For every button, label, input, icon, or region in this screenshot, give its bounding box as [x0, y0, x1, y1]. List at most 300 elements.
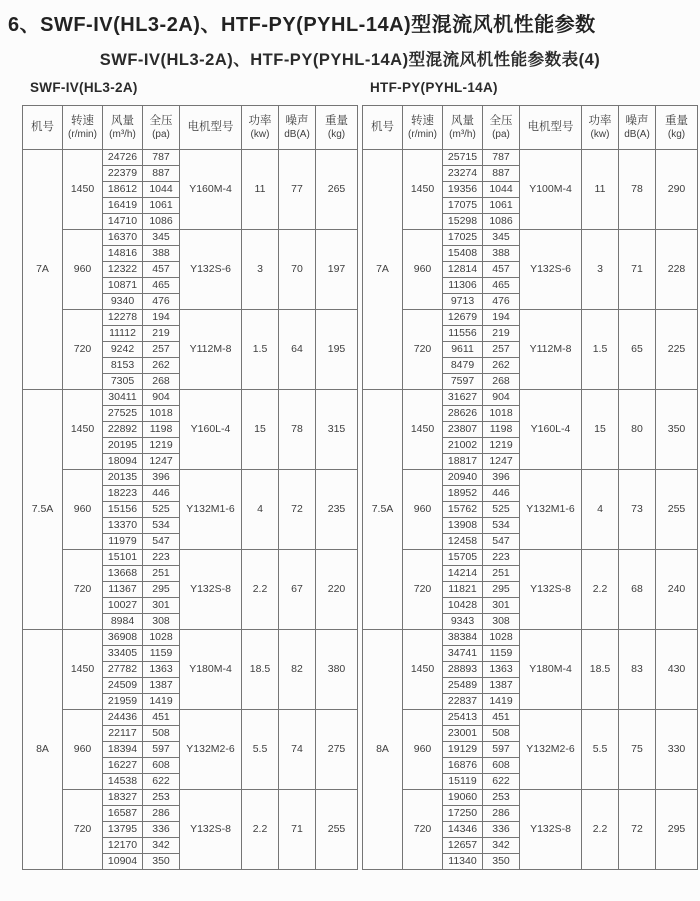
col-header-power: 功率 (kw) [582, 106, 619, 150]
airflow-cell: 9343 [443, 614, 483, 630]
motor-cell: Y132M1-6 [180, 470, 242, 550]
power-cell: 2.2 [242, 790, 279, 870]
airflow-cell: 19356 [443, 182, 483, 198]
pressure-cell: 1018 [143, 406, 180, 422]
model-cell: 8A [23, 630, 63, 870]
fan-performance-table-swf [22, 105, 358, 870]
weight-cell: 240 [656, 550, 698, 630]
power-cell: 5.5 [242, 710, 279, 790]
pressure-cell: 262 [143, 358, 180, 374]
weight-cell: 220 [316, 550, 358, 630]
airflow-cell: 25715 [443, 150, 483, 166]
airflow-cell: 20940 [443, 470, 483, 486]
airflow-cell: 11979 [103, 534, 143, 550]
model-cell: 7A [363, 150, 403, 390]
weight-cell: 255 [316, 790, 358, 870]
weight-cell: 330 [656, 710, 698, 790]
pressure-cell: 887 [483, 166, 520, 182]
motor-cell: Y132S-6 [520, 230, 582, 310]
motor-cell: Y112M-8 [520, 310, 582, 390]
airflow-cell: 12170 [103, 838, 143, 854]
pressure-cell: 253 [483, 790, 520, 806]
speed-cell: 960 [63, 470, 103, 550]
pressure-cell: 396 [483, 470, 520, 486]
noise-cell: 71 [619, 230, 656, 310]
motor-cell: Y160L-4 [180, 390, 242, 470]
airflow-cell: 13668 [103, 566, 143, 582]
pressure-cell: 388 [483, 246, 520, 262]
weight-cell: 315 [316, 390, 358, 470]
pressure-cell: 525 [143, 502, 180, 518]
pressure-cell: 608 [483, 758, 520, 774]
speed-cell: 1450 [403, 390, 443, 470]
pressure-cell: 457 [483, 262, 520, 278]
pressure-cell: 223 [143, 550, 180, 566]
table-row [363, 470, 698, 486]
motor-cell: Y112M-8 [180, 310, 242, 390]
airflow-cell: 20195 [103, 438, 143, 454]
speed-cell: 960 [403, 470, 443, 550]
pressure-cell: 1198 [483, 422, 520, 438]
pressure-cell: 525 [483, 502, 520, 518]
pressure-cell: 1061 [143, 198, 180, 214]
airflow-cell: 15298 [443, 214, 483, 230]
pressure-cell: 457 [143, 262, 180, 278]
pressure-cell: 1159 [483, 646, 520, 662]
airflow-cell: 12679 [443, 310, 483, 326]
col-header-airflow: 风量 (m³/h) [103, 106, 143, 150]
speed-cell: 960 [63, 230, 103, 310]
col-header-model: 机号 [23, 106, 63, 150]
pressure-cell: 451 [143, 710, 180, 726]
pressure-cell: 508 [483, 726, 520, 742]
weight-cell: 197 [316, 230, 358, 310]
airflow-cell: 15408 [443, 246, 483, 262]
pressure-cell: 396 [143, 470, 180, 486]
pressure-cell: 251 [483, 566, 520, 582]
pressure-cell: 336 [483, 822, 520, 838]
airflow-cell: 16227 [103, 758, 143, 774]
col-header-power: 功率 (kw) [242, 106, 279, 150]
noise-cell: 80 [619, 390, 656, 470]
pressure-cell: 1387 [143, 678, 180, 694]
airflow-cell: 30411 [103, 390, 143, 406]
noise-cell: 74 [279, 710, 316, 790]
airflow-cell: 19060 [443, 790, 483, 806]
noise-cell: 64 [279, 310, 316, 390]
noise-cell: 83 [619, 630, 656, 710]
airflow-cell: 7305 [103, 374, 143, 390]
pressure-cell: 476 [483, 294, 520, 310]
weight-cell: 225 [656, 310, 698, 390]
speed-cell: 720 [403, 310, 443, 390]
airflow-cell: 12278 [103, 310, 143, 326]
noise-cell: 71 [279, 790, 316, 870]
table-row [363, 790, 698, 806]
airflow-cell: 8479 [443, 358, 483, 374]
airflow-cell: 18223 [103, 486, 143, 502]
airflow-cell: 18612 [103, 182, 143, 198]
airflow-cell: 15101 [103, 550, 143, 566]
pressure-cell: 787 [143, 150, 180, 166]
power-cell: 2.2 [582, 790, 619, 870]
col-header-motor: 电机型号 [520, 106, 582, 150]
motor-cell: Y132S-6 [180, 230, 242, 310]
pressure-cell: 1247 [143, 454, 180, 470]
airflow-cell: 15156 [103, 502, 143, 518]
motor-cell: Y132S-8 [180, 550, 242, 630]
pressure-cell: 787 [483, 150, 520, 166]
pressure-cell: 1198 [143, 422, 180, 438]
weight-cell: 350 [656, 390, 698, 470]
airflow-cell: 12458 [443, 534, 483, 550]
power-cell: 11 [582, 150, 619, 230]
pressure-cell: 597 [143, 742, 180, 758]
motor-cell: Y132S-8 [520, 790, 582, 870]
airflow-cell: 17250 [443, 806, 483, 822]
pressure-cell: 268 [143, 374, 180, 390]
pressure-cell: 887 [143, 166, 180, 182]
table-row [23, 630, 358, 646]
pressure-cell: 1028 [483, 630, 520, 646]
airflow-cell: 25489 [443, 678, 483, 694]
pressure-cell: 350 [143, 854, 180, 870]
pressure-cell: 1086 [483, 214, 520, 230]
pressure-cell: 446 [483, 486, 520, 502]
airflow-cell: 22837 [443, 694, 483, 710]
pressure-cell: 1363 [483, 662, 520, 678]
weight-cell: 275 [316, 710, 358, 790]
model-cell: 8A [363, 630, 403, 870]
airflow-cell: 34741 [443, 646, 483, 662]
airflow-cell: 11821 [443, 582, 483, 598]
pressure-cell: 1363 [143, 662, 180, 678]
airflow-cell: 10027 [103, 598, 143, 614]
fan-performance-table-htf [362, 105, 698, 870]
power-cell: 11 [242, 150, 279, 230]
airflow-cell: 18817 [443, 454, 483, 470]
pressure-cell: 446 [143, 486, 180, 502]
table-label-swf: SWF-IV(HL3-2A) [30, 80, 138, 95]
speed-cell: 1450 [63, 630, 103, 710]
airflow-cell: 16587 [103, 806, 143, 822]
power-cell: 5.5 [582, 710, 619, 790]
noise-cell: 72 [279, 470, 316, 550]
col-header-pressure: 全压 (pa) [143, 106, 180, 150]
power-cell: 1.5 [242, 310, 279, 390]
power-cell: 18.5 [242, 630, 279, 710]
airflow-cell: 22117 [103, 726, 143, 742]
noise-cell: 78 [279, 390, 316, 470]
table-row [23, 550, 358, 566]
airflow-cell: 24509 [103, 678, 143, 694]
motor-cell: Y132S-8 [180, 790, 242, 870]
speed-cell: 720 [63, 790, 103, 870]
airflow-cell: 24436 [103, 710, 143, 726]
speed-cell: 1450 [403, 630, 443, 710]
table-row [363, 150, 698, 166]
motor-cell: Y160L-4 [520, 390, 582, 470]
table-label-htf: HTF-PY(PYHL-14A) [370, 80, 498, 95]
airflow-cell: 9242 [103, 342, 143, 358]
airflow-cell: 14710 [103, 214, 143, 230]
pressure-cell: 301 [483, 598, 520, 614]
airflow-cell: 38384 [443, 630, 483, 646]
motor-cell: Y132S-8 [520, 550, 582, 630]
airflow-cell: 13908 [443, 518, 483, 534]
airflow-cell: 16419 [103, 198, 143, 214]
document-page [0, 8, 700, 901]
airflow-cell: 11112 [103, 326, 143, 342]
pressure-cell: 219 [143, 326, 180, 342]
power-cell: 3 [582, 230, 619, 310]
airflow-cell: 18394 [103, 742, 143, 758]
speed-cell: 1450 [403, 150, 443, 230]
pressure-cell: 286 [143, 806, 180, 822]
airflow-cell: 22379 [103, 166, 143, 182]
table-row [363, 390, 698, 406]
airflow-cell: 23807 [443, 422, 483, 438]
pressure-cell: 268 [483, 374, 520, 390]
model-cell: 7.5A [23, 390, 63, 630]
pressure-cell: 223 [483, 550, 520, 566]
pressure-cell: 342 [143, 838, 180, 854]
airflow-cell: 33405 [103, 646, 143, 662]
speed-cell: 1450 [63, 150, 103, 230]
table-row [23, 790, 358, 806]
pressure-cell: 476 [143, 294, 180, 310]
pressure-cell: 1159 [143, 646, 180, 662]
airflow-cell: 14214 [443, 566, 483, 582]
pressure-cell: 345 [483, 230, 520, 246]
noise-cell: 75 [619, 710, 656, 790]
power-cell: 4 [582, 470, 619, 550]
pressure-cell: 1061 [483, 198, 520, 214]
airflow-cell: 16876 [443, 758, 483, 774]
motor-cell: Y132M1-6 [520, 470, 582, 550]
pressure-cell: 904 [143, 390, 180, 406]
weight-cell: 228 [656, 230, 698, 310]
table-row [23, 390, 358, 406]
speed-cell: 960 [403, 710, 443, 790]
airflow-cell: 11306 [443, 278, 483, 294]
motor-cell: Y180M-4 [520, 630, 582, 710]
pressure-cell: 257 [483, 342, 520, 358]
power-cell: 2.2 [242, 550, 279, 630]
airflow-cell: 16370 [103, 230, 143, 246]
pressure-cell: 1044 [143, 182, 180, 198]
pressure-cell: 451 [483, 710, 520, 726]
airflow-cell: 12814 [443, 262, 483, 278]
noise-cell: 72 [619, 790, 656, 870]
pressure-cell: 194 [143, 310, 180, 326]
table-block-htf [362, 80, 697, 870]
weight-cell: 295 [656, 790, 698, 870]
pressure-cell: 597 [483, 742, 520, 758]
pressure-cell: 308 [483, 614, 520, 630]
speed-cell: 1450 [63, 390, 103, 470]
airflow-cell: 20135 [103, 470, 143, 486]
pressure-cell: 547 [483, 534, 520, 550]
table-row [23, 150, 358, 166]
power-cell: 15 [242, 390, 279, 470]
pressure-cell: 465 [143, 278, 180, 294]
model-cell: 7A [23, 150, 63, 390]
weight-cell: 235 [316, 470, 358, 550]
speed-cell: 960 [403, 230, 443, 310]
airflow-cell: 15762 [443, 502, 483, 518]
pressure-cell: 1419 [143, 694, 180, 710]
pressure-cell: 622 [143, 774, 180, 790]
table-row [23, 310, 358, 326]
airflow-cell: 17075 [443, 198, 483, 214]
airflow-cell: 23274 [443, 166, 483, 182]
airflow-cell: 9340 [103, 294, 143, 310]
table-row [363, 630, 698, 646]
pressure-cell: 308 [143, 614, 180, 630]
speed-cell: 720 [63, 310, 103, 390]
col-header-speed: 转速 (r/min) [403, 106, 443, 150]
page-subtitle: SWF-IV(HL3-2A)、HTF-PY(PYHL-14A)型混流风机性能参数表(4) [99, 51, 601, 69]
airflow-cell: 12322 [103, 262, 143, 278]
motor-cell: Y180M-4 [180, 630, 242, 710]
pressure-cell: 345 [143, 230, 180, 246]
pressure-cell: 1387 [483, 678, 520, 694]
motor-cell: Y132M2-6 [180, 710, 242, 790]
airflow-cell: 7597 [443, 374, 483, 390]
pressure-cell: 534 [143, 518, 180, 534]
airflow-cell: 27782 [103, 662, 143, 678]
airflow-cell: 11340 [443, 854, 483, 870]
motor-cell: Y132M2-6 [520, 710, 582, 790]
weight-cell: 430 [656, 630, 698, 710]
noise-cell: 78 [619, 150, 656, 230]
weight-cell: 195 [316, 310, 358, 390]
weight-cell: 255 [656, 470, 698, 550]
noise-cell: 68 [619, 550, 656, 630]
airflow-cell: 27525 [103, 406, 143, 422]
pressure-cell: 1247 [483, 454, 520, 470]
speed-cell: 720 [403, 790, 443, 870]
pressure-cell: 904 [483, 390, 520, 406]
airflow-cell: 8153 [103, 358, 143, 374]
airflow-cell: 11556 [443, 326, 483, 342]
airflow-cell: 18952 [443, 486, 483, 502]
col-header-model: 机号 [363, 106, 403, 150]
noise-cell: 70 [279, 230, 316, 310]
col-header-pressure: 全压 (pa) [483, 106, 520, 150]
power-cell: 2.2 [582, 550, 619, 630]
airflow-cell: 8984 [103, 614, 143, 630]
pressure-cell: 1028 [143, 630, 180, 646]
airflow-cell: 21959 [103, 694, 143, 710]
speed-cell: 720 [63, 550, 103, 630]
motor-cell: Y100M-4 [520, 150, 582, 230]
table-block-swf [22, 80, 357, 870]
airflow-cell: 11367 [103, 582, 143, 598]
pressure-cell: 1219 [483, 438, 520, 454]
airflow-cell: 28626 [443, 406, 483, 422]
power-cell: 4 [242, 470, 279, 550]
pressure-cell: 295 [483, 582, 520, 598]
table-row [23, 470, 358, 486]
col-header-weight: 重量 (kg) [656, 106, 698, 150]
weight-cell: 265 [316, 150, 358, 230]
pressure-cell: 219 [483, 326, 520, 342]
motor-cell: Y160M-4 [180, 150, 242, 230]
col-header-airflow: 风量 (m³/h) [443, 106, 483, 150]
power-cell: 3 [242, 230, 279, 310]
col-header-noise: 噪声 dB(A) [619, 106, 656, 150]
pressure-cell: 257 [143, 342, 180, 358]
pressure-cell: 508 [143, 726, 180, 742]
pressure-cell: 1219 [143, 438, 180, 454]
airflow-cell: 28893 [443, 662, 483, 678]
power-cell: 1.5 [582, 310, 619, 390]
table-row [23, 710, 358, 726]
col-header-weight: 重量 (kg) [316, 106, 358, 150]
pressure-cell: 350 [483, 854, 520, 870]
speed-cell: 720 [403, 550, 443, 630]
noise-cell: 67 [279, 550, 316, 630]
weight-cell: 290 [656, 150, 698, 230]
airflow-cell: 19129 [443, 742, 483, 758]
noise-cell: 73 [619, 470, 656, 550]
tables-row [22, 80, 700, 870]
pressure-cell: 1018 [483, 406, 520, 422]
airflow-cell: 9611 [443, 342, 483, 358]
pressure-cell: 465 [483, 278, 520, 294]
power-cell: 15 [582, 390, 619, 470]
col-header-motor: 电机型号 [180, 106, 242, 150]
pressure-cell: 251 [143, 566, 180, 582]
noise-cell: 82 [279, 630, 316, 710]
pressure-cell: 547 [143, 534, 180, 550]
airflow-cell: 10871 [103, 278, 143, 294]
airflow-cell: 18094 [103, 454, 143, 470]
col-header-noise: 噪声 dB(A) [279, 106, 316, 150]
airflow-cell: 31627 [443, 390, 483, 406]
airflow-cell: 23001 [443, 726, 483, 742]
airflow-cell: 22892 [103, 422, 143, 438]
airflow-cell: 15119 [443, 774, 483, 790]
airflow-cell: 18327 [103, 790, 143, 806]
airflow-cell: 25413 [443, 710, 483, 726]
airflow-cell: 36908 [103, 630, 143, 646]
pressure-cell: 286 [483, 806, 520, 822]
pressure-cell: 253 [143, 790, 180, 806]
model-cell: 7.5A [363, 390, 403, 630]
pressure-cell: 388 [143, 246, 180, 262]
pressure-cell: 608 [143, 758, 180, 774]
airflow-cell: 9713 [443, 294, 483, 310]
table-row [23, 230, 358, 246]
table-row [363, 230, 698, 246]
speed-cell: 960 [63, 710, 103, 790]
pressure-cell: 622 [483, 774, 520, 790]
power-cell: 18.5 [582, 630, 619, 710]
weight-cell: 380 [316, 630, 358, 710]
pressure-cell: 336 [143, 822, 180, 838]
col-header-speed: 转速 (r/min) [63, 106, 103, 150]
pressure-cell: 1044 [483, 182, 520, 198]
pressure-cell: 342 [483, 838, 520, 854]
pressure-cell: 1086 [143, 214, 180, 230]
pressure-cell: 262 [483, 358, 520, 374]
pressure-cell: 301 [143, 598, 180, 614]
pressure-cell: 534 [483, 518, 520, 534]
airflow-cell: 13370 [103, 518, 143, 534]
